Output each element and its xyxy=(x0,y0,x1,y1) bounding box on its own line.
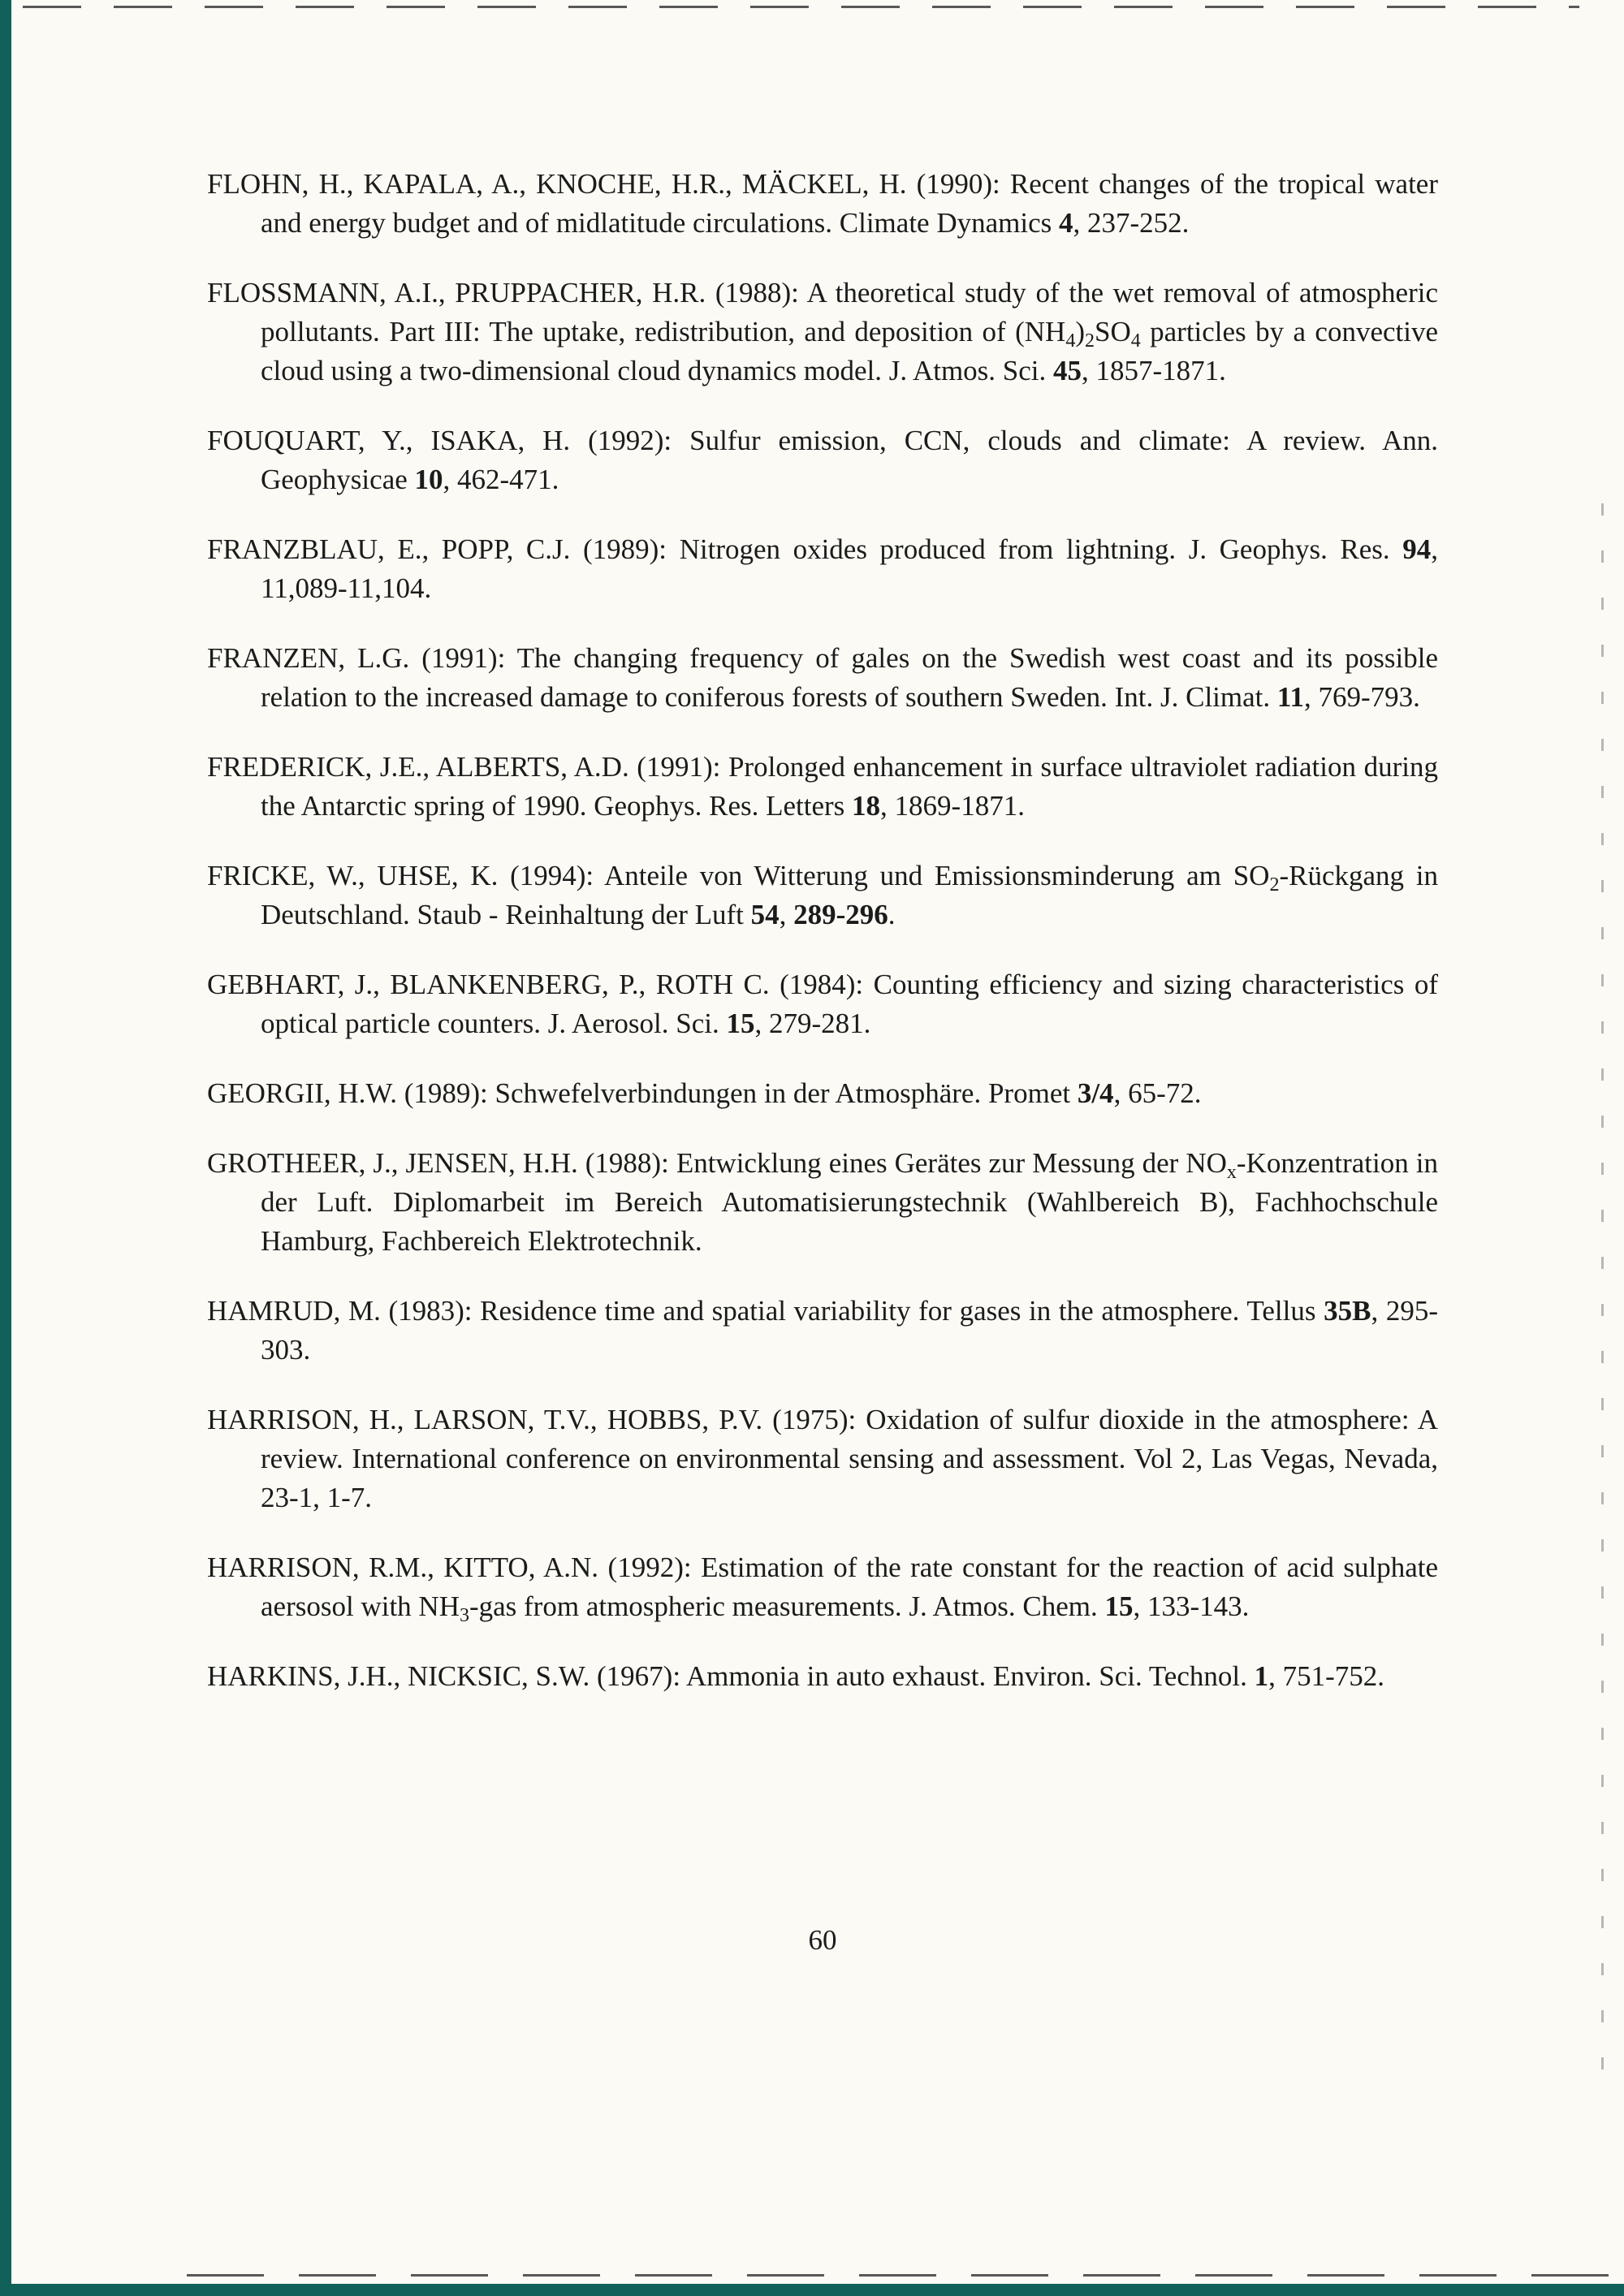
reference-subscript: x xyxy=(1226,1162,1237,1183)
reference-entry xyxy=(207,1144,1438,1261)
scan-edge-left-strip xyxy=(0,0,11,2296)
reference-text: GEBHART, J., BLANKENBERG, P., ROTH C. (1984): Counting efficiency and sizing characteristics of optical particle counters. J. Aerosol. Sci. xyxy=(207,969,1438,1039)
reference-text: HARKINS, J.H., NICKSIC, S.W. (1967): Ammonia in auto exhaust. Environ. Sci. Technol. xyxy=(207,1660,1255,1692)
reference-text: GEORGII, H.W. (1989): Schwefelverbindungen in der Atmosphäre. Promet xyxy=(207,1077,1078,1109)
reference-entry xyxy=(207,1548,1438,1626)
reference-entry xyxy=(207,530,1438,608)
reference-text: -Konzentration in der Luft. Diplomarbeit im Bereich Automatisierungstechnik (Wahlbereich B), Fachhochschule Hamburg, Fachbereich Elektrotechnik. xyxy=(261,1147,1438,1257)
reference-subscript: 4 xyxy=(1065,330,1076,352)
reference-text: , 237-252. xyxy=(1073,207,1190,239)
reference-entry xyxy=(207,1657,1438,1696)
reference-text: particles by a convective cloud using a two-dimensional cloud dynamics model. J. Atmos. Sci. xyxy=(261,316,1438,386)
reference-text: FLOSSMANN, A.I., PRUPPACHER, H.R. (1988): A theoretical study of the wet removal of atmospheric pollutants. Part III: The uptake, redistribution, and deposition of (NH xyxy=(207,277,1438,347)
reference-text: , 462-471. xyxy=(443,464,559,495)
reference-entry xyxy=(207,857,1438,934)
reference-text: , 11,089-11,104. xyxy=(261,533,1438,604)
reference-text: FREDERICK, J.E., ALBERTS, A.D. (1991): Prolonged enhancement in surface ultraviolet radiation during the Antarctic spring of 1990. Geophys. Res. Letters xyxy=(207,751,1438,822)
reference-volume: 4 xyxy=(1059,207,1073,239)
reference-entry xyxy=(207,748,1438,826)
scan-artifact-top-dashed-line xyxy=(23,6,1579,8)
scan-artifact-bottom-dashed-line xyxy=(187,2274,1614,2277)
reference-subscript: 3 xyxy=(459,1605,469,1626)
reference-text: , 65-72. xyxy=(1113,1077,1202,1109)
reference-entry xyxy=(207,1074,1438,1113)
reference-volume: 3/4 xyxy=(1077,1077,1114,1109)
reference-text: , xyxy=(779,899,794,930)
reference-text: , 133-143. xyxy=(1133,1590,1250,1622)
reference-entry xyxy=(207,1292,1438,1370)
reference-text: ) xyxy=(1075,316,1085,347)
references-list xyxy=(207,165,1438,1727)
reference-entry xyxy=(207,1400,1438,1517)
page-number: 60 xyxy=(808,1924,837,1956)
reference-volume: 11 xyxy=(1276,681,1304,713)
reference-entry xyxy=(207,421,1438,499)
reference-subscript: 2 xyxy=(1269,874,1280,896)
reference-volume: 15 xyxy=(726,1008,755,1039)
reference-text: , 769-793. xyxy=(1303,681,1420,713)
reference-volume: 10 xyxy=(414,464,443,495)
reference-text: , 1857-1871. xyxy=(1082,355,1226,386)
reference-text: HARRISON, H., LARSON, T.V., HOBBS, P.V. (1975): Oxidation of sulfur dioxide in the atmosphere: A review. International conference on environmental sensing and assessment. Vol 2, Las Vegas, Nevada, 23-1, 1-7. xyxy=(207,1404,1438,1513)
reference-text: FRANZBLAU, E., POPP, C.J. (1989): Nitrogen oxides produced from lightning. J. Geophys. Res. xyxy=(207,533,1403,565)
reference-text: HARRISON, R.M., KITTO, A.N. (1992): Estimation of the rate constant for the reaction of acid sulphate aersosol with NH xyxy=(207,1552,1438,1622)
reference-entry xyxy=(207,965,1438,1043)
reference-text: . xyxy=(888,899,896,930)
reference-text: , 751-752. xyxy=(1268,1660,1384,1692)
reference-text: GROTHEER, J., JENSEN, H.H. (1988): Entwicklung eines Gerätes zur Messung der NO xyxy=(207,1147,1227,1179)
reference-text: -Rückgang in Deutschland. Staub - Reinhaltung der Luft xyxy=(261,860,1438,930)
scan-edge-bottom-strip xyxy=(0,2284,1624,2296)
reference-volume: 15 xyxy=(1104,1590,1134,1622)
reference-entry xyxy=(207,165,1438,243)
reference-entry xyxy=(207,274,1438,391)
reference-text: , 1869-1871. xyxy=(880,790,1025,822)
reference-volume: 18 xyxy=(852,790,881,822)
reference-subscript: 4 xyxy=(1130,330,1141,352)
reference-volume: 1 xyxy=(1254,1660,1269,1692)
scan-artifact-right-dashed-line xyxy=(1601,503,1604,2087)
reference-text: -gas from atmospheric measurements. J. Atmos. Chem. xyxy=(469,1590,1105,1622)
reference-volume: 35B xyxy=(1324,1295,1371,1327)
reference-volume: 54 xyxy=(750,899,780,930)
reference-text: FLOHN, H., KAPALA, A., KNOCHE, H.R., MÄCKEL, H. (1990): Recent changes of the tropical water and energy budget and of midlatitude circulations. Climate Dynamics xyxy=(207,168,1438,239)
reference-text: FRICKE, W., UHSE, K. (1994): Anteile von Witterung und Emissionsminderung am SO xyxy=(207,860,1270,891)
reference-volume: 94 xyxy=(1402,533,1432,565)
reference-text: HAMRUD, M. (1983): Residence time and spatial variability for gases in the atmosphere. Tellus xyxy=(207,1295,1324,1327)
reference-text: SO xyxy=(1094,316,1131,347)
reference-volume: 45 xyxy=(1053,355,1082,386)
reference-text: FRANZEN, L.G. (1991): The changing frequency of gales on the Swedish west coast and its possible relation to the increased damage to coniferous forests of southern Sweden. Int. J. Climat. xyxy=(207,642,1438,713)
reference-text: FOUQUART, Y., ISAKA, H. (1992): Sulfur emission, CCN, clouds and climate: A review. Ann. Geophysicae xyxy=(207,425,1438,495)
reference-text: , 295-303. xyxy=(261,1295,1439,1366)
reference-text: , 279-281. xyxy=(754,1008,871,1039)
reference-entry xyxy=(207,639,1438,717)
reference-volume: 289-296 xyxy=(793,899,888,930)
reference-subscript: 2 xyxy=(1084,330,1095,352)
